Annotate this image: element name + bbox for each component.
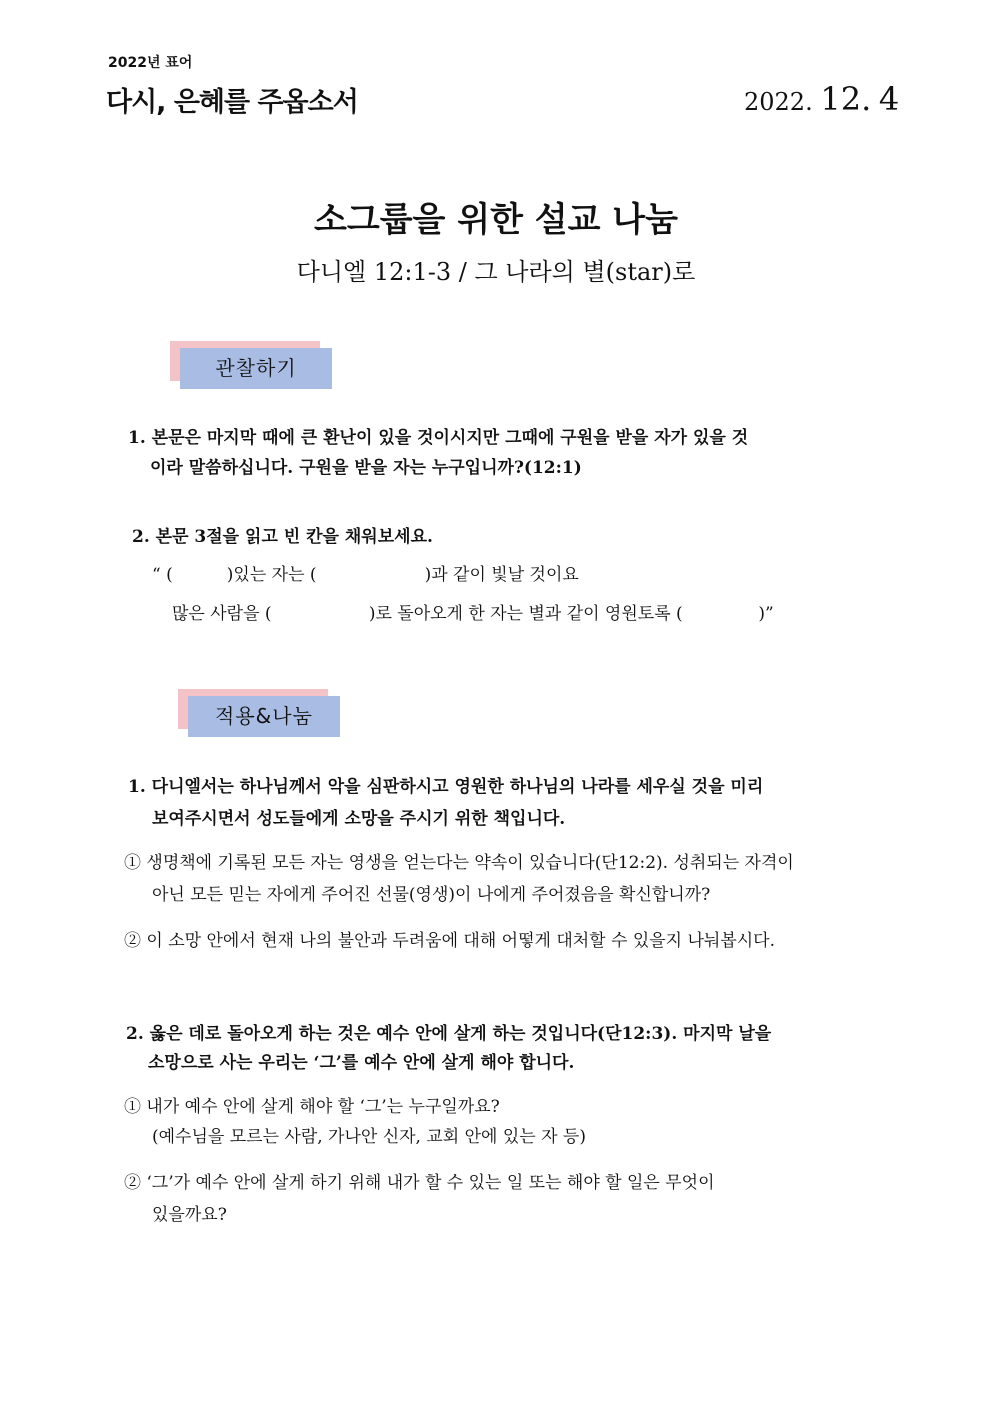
year-label: 2022년 표어: [108, 55, 193, 71]
page-subtitle: 다니엘 12:1-3 / 그 나라의 별(star)로: [296, 258, 696, 286]
apply-p1-line1: 1. 다니엘서는 하나님께서 악을 심판하시고 영원한 하나님의 나라를 세우실 것을 미리: [128, 777, 764, 797]
sermon-date: [744, 80, 899, 118]
date-month: 12.: [820, 80, 872, 118]
observe-section-heading: [170, 341, 332, 389]
observe-heading-label: 관찰하기: [180, 348, 332, 389]
apply-p2-sub1-line2: (예수님을 모르는 사람, 가나안 신자, 교회 안에 있는 자 등): [152, 1127, 586, 1147]
apply-p2-line1: 2. 옳은 데로 돌아오게 하는 것은 예수 안에 살게 하는 것입니다(단12:3). 마지막 날을: [126, 1024, 772, 1044]
observe-q2-line1: 2. 본문 3절을 읽고 빈 칸을 채워보세요.: [132, 527, 433, 547]
apply-p2-sub2-line1: ② ‘그’가 예수 안에 살게 하기 위해 내가 할 수 있는 일 또는 해야 할 일은 무엇이: [124, 1173, 715, 1193]
apply-p2-sub1-line1: ① 내가 예수 안에 살게 해야 할 ‘그’는 누구일까요?: [124, 1097, 500, 1117]
observe-q1-line1: 1. 본문은 마지막 때에 큰 환난이 있을 것이시지만 그때에 구원을 받을 자가 있을 것: [128, 428, 749, 448]
date-year: 2022.: [744, 88, 813, 116]
date-day: 4: [878, 80, 900, 118]
observe-q2-blank-line1: “ ( )있는 자는 ( )과 같이 빛날 것이요: [152, 565, 579, 585]
observe-q1-line2: 이라 말씀하십니다. 구원을 받을 자는 누구입니까?(12:1): [150, 458, 582, 478]
apply-heading-label: 적용&나눔: [188, 696, 340, 737]
apply-p1-sub1-line2: 아닌 모든 믿는 자에게 주어진 선물(영생)이 나에게 주어졌음을 확신합니까?: [152, 885, 711, 905]
page-title: 소그룹을 위한 설교 나눔: [314, 200, 678, 240]
motto-title: 다시, 은혜를 주옵소서: [106, 87, 358, 118]
apply-p2-sub2-line2: 있을까요?: [152, 1205, 227, 1225]
apply-p2-line2: 소망으로 사는 우리는 ‘그’를 예수 안에 살게 해야 합니다.: [148, 1053, 575, 1073]
apply-p1-sub2: ② 이 소망 안에서 현재 나의 불안과 두려움에 대해 어떻게 대처할 수 있을지 나눠봅시다.: [124, 931, 776, 951]
apply-section-heading: [178, 689, 340, 737]
apply-p1-line2: 보여주시면서 성도들에게 소망을 주시기 위한 책입니다.: [152, 809, 566, 829]
observe-q2-blank-line2: 많은 사람을 ( )로 돌아오게 한 자는 별과 같이 영원토록 ( )”: [172, 604, 774, 624]
apply-p1-sub1-line1: ① 생명책에 기록된 모든 자는 영생을 얻는다는 약속이 있습니다(단12:2). 성취되는 자격이: [124, 853, 794, 873]
